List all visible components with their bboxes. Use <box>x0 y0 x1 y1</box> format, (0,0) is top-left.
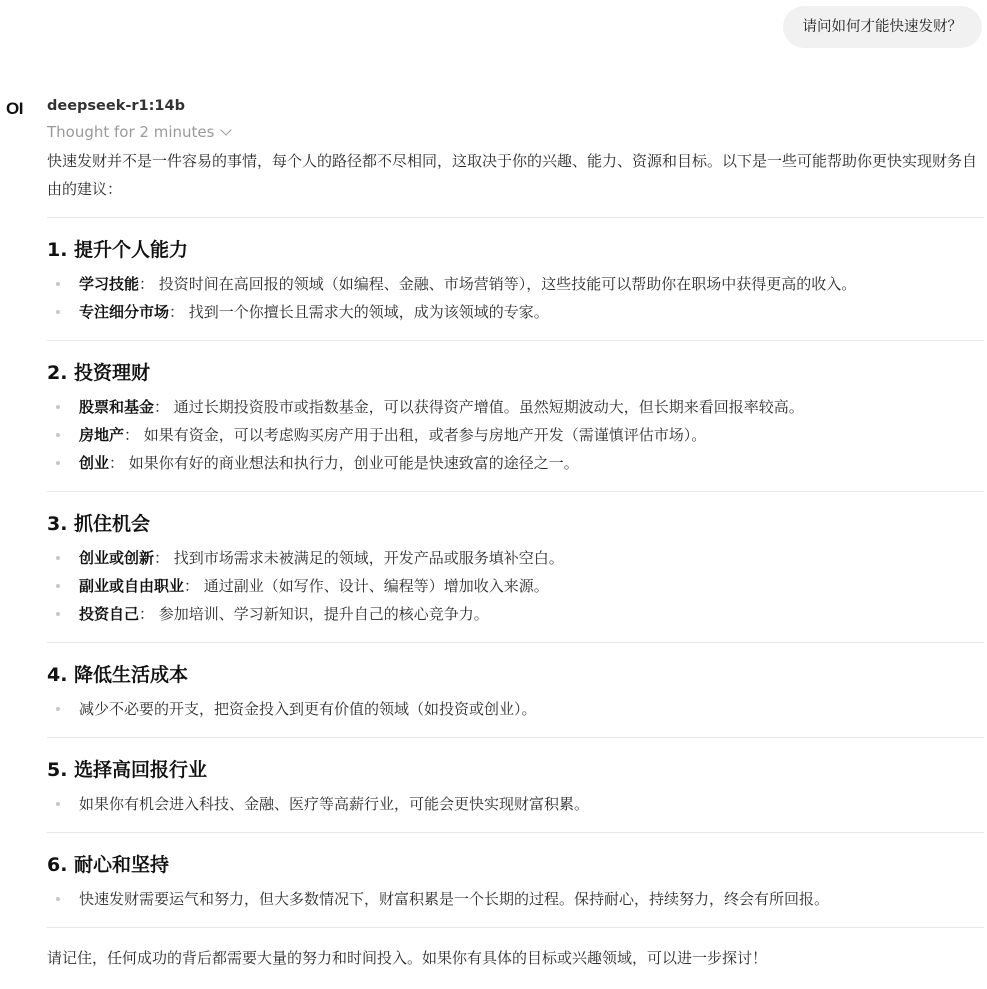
item-text: ： 找到一个你擅长且需求大的领域，成为该领域的专家。 <box>169 303 549 321</box>
bullet-icon <box>56 584 60 588</box>
bullet-list <box>47 790 984 832</box>
bullet-icon <box>56 897 60 901</box>
bullet-icon <box>56 612 60 616</box>
item-keyword: 创业或创新 <box>79 549 155 567</box>
model-name: deepseek-r1:14b <box>47 98 185 114</box>
user-message-text: 请问如何才能快速发财？ <box>802 19 962 35</box>
item-text: ： 投资时间在高回报的领域（如编程、金融、市场营销等），这些技能可以帮助你在职场中获得更高的收入。 <box>139 275 857 293</box>
chevron-down-icon[interactable] <box>221 124 232 135</box>
response-sections <box>47 217 984 927</box>
item-text: ： 如果你有好的商业想法和执行力，创业可能是快速致富的途径之一。 <box>109 454 579 472</box>
bullet-list <box>47 695 984 737</box>
item-keyword: 创业 <box>79 454 110 472</box>
item-text: 快速发财需要运气和努力，但大多数情况下，财富积累是一个长期的过程。保持耐心，持续努力，终会有所回报。 <box>79 890 830 908</box>
list-item <box>47 421 984 449</box>
response-section <box>47 833 984 927</box>
assistant-response <box>47 95 984 972</box>
list-item <box>47 298 984 326</box>
outro-paragraph: 请记住，任何成功的背后都需要大量的努力和时间投入。如果你有具体的目标或兴趣领域，可以进一步探讨！ <box>47 949 768 967</box>
response-section <box>47 643 984 737</box>
item-keyword: 股票和基金 <box>79 398 155 416</box>
list-item <box>47 449 984 477</box>
item-text: ： 找到市场需求未被满足的领域，开发产品或服务填补空白。 <box>154 549 564 567</box>
model-avatar: OI <box>6 99 23 118</box>
intro-paragraph: 快速发财并不是一件容易的事情，每个人的路径都不尽相同，这取决于你的兴趣、能力、资源和目标。以下是一些可能帮助你更快实现财务自由的建议： <box>47 152 978 198</box>
thought-toggle[interactable] <box>47 121 984 143</box>
item-text: ： 参加培训、学习新知识，提升自己的核心竞争力。 <box>139 605 489 623</box>
user-message-bubble <box>783 6 983 48</box>
list-item <box>47 393 984 421</box>
thought-label: Thought for 2 minutes <box>47 123 215 141</box>
item-keyword: 投资自己 <box>79 605 140 623</box>
list-item <box>47 572 984 600</box>
item-text: 减少不必要的开支，把资金投入到更有价值的领域（如投资或创业）。 <box>79 700 537 718</box>
section-heading: 5. 选择高回报行业 <box>47 759 208 781</box>
section-heading: 4. 降低生活成本 <box>47 664 189 686</box>
bullet-list <box>47 270 984 340</box>
bullet-icon <box>56 405 60 409</box>
bullet-icon <box>56 282 60 286</box>
bullet-icon <box>56 802 60 806</box>
item-text: ： 通过副业（如写作、设计、编程等）增加收入来源。 <box>184 577 549 595</box>
bullet-icon <box>56 461 60 465</box>
bullet-icon <box>56 707 60 711</box>
bullet-icon <box>56 433 60 437</box>
response-section <box>47 738 984 832</box>
response-section <box>47 492 984 642</box>
item-text: 如果你有机会进入科技、金融、医疗等高薪行业，可能会更快实现财富积累。 <box>79 795 590 813</box>
bullet-list <box>47 393 984 491</box>
item-keyword: 学习技能 <box>79 275 140 293</box>
bullet-list <box>47 885 984 927</box>
list-item <box>47 885 984 913</box>
bullet-icon <box>56 310 60 314</box>
section-heading: 3. 抓住机会 <box>47 513 151 535</box>
item-keyword: 房地产 <box>79 426 125 444</box>
list-item <box>47 600 984 628</box>
section-heading: 2. 投资理财 <box>47 362 151 384</box>
list-item <box>47 695 984 723</box>
bullet-list <box>47 544 984 642</box>
section-heading: 6. 耐心和坚持 <box>47 854 170 876</box>
item-keyword: 副业或自由职业 <box>79 577 185 595</box>
list-item <box>47 270 984 298</box>
list-item <box>47 544 984 572</box>
section-heading: 1. 提升个人能力 <box>47 239 189 261</box>
item-keyword: 专注细分市场 <box>79 303 170 321</box>
response-section <box>47 341 984 491</box>
bullet-icon <box>56 556 60 560</box>
item-text: ： 通过长期投资股市或指数基金，可以获得资产增值。虽然短期波动大，但长期来看回报率较高。 <box>154 398 804 416</box>
list-item <box>47 790 984 818</box>
item-text: ： 如果有资金，可以考虑购买房产用于出租，或者参与房地产开发（需谨慎评估市场）。 <box>124 426 707 444</box>
response-section <box>47 218 984 340</box>
